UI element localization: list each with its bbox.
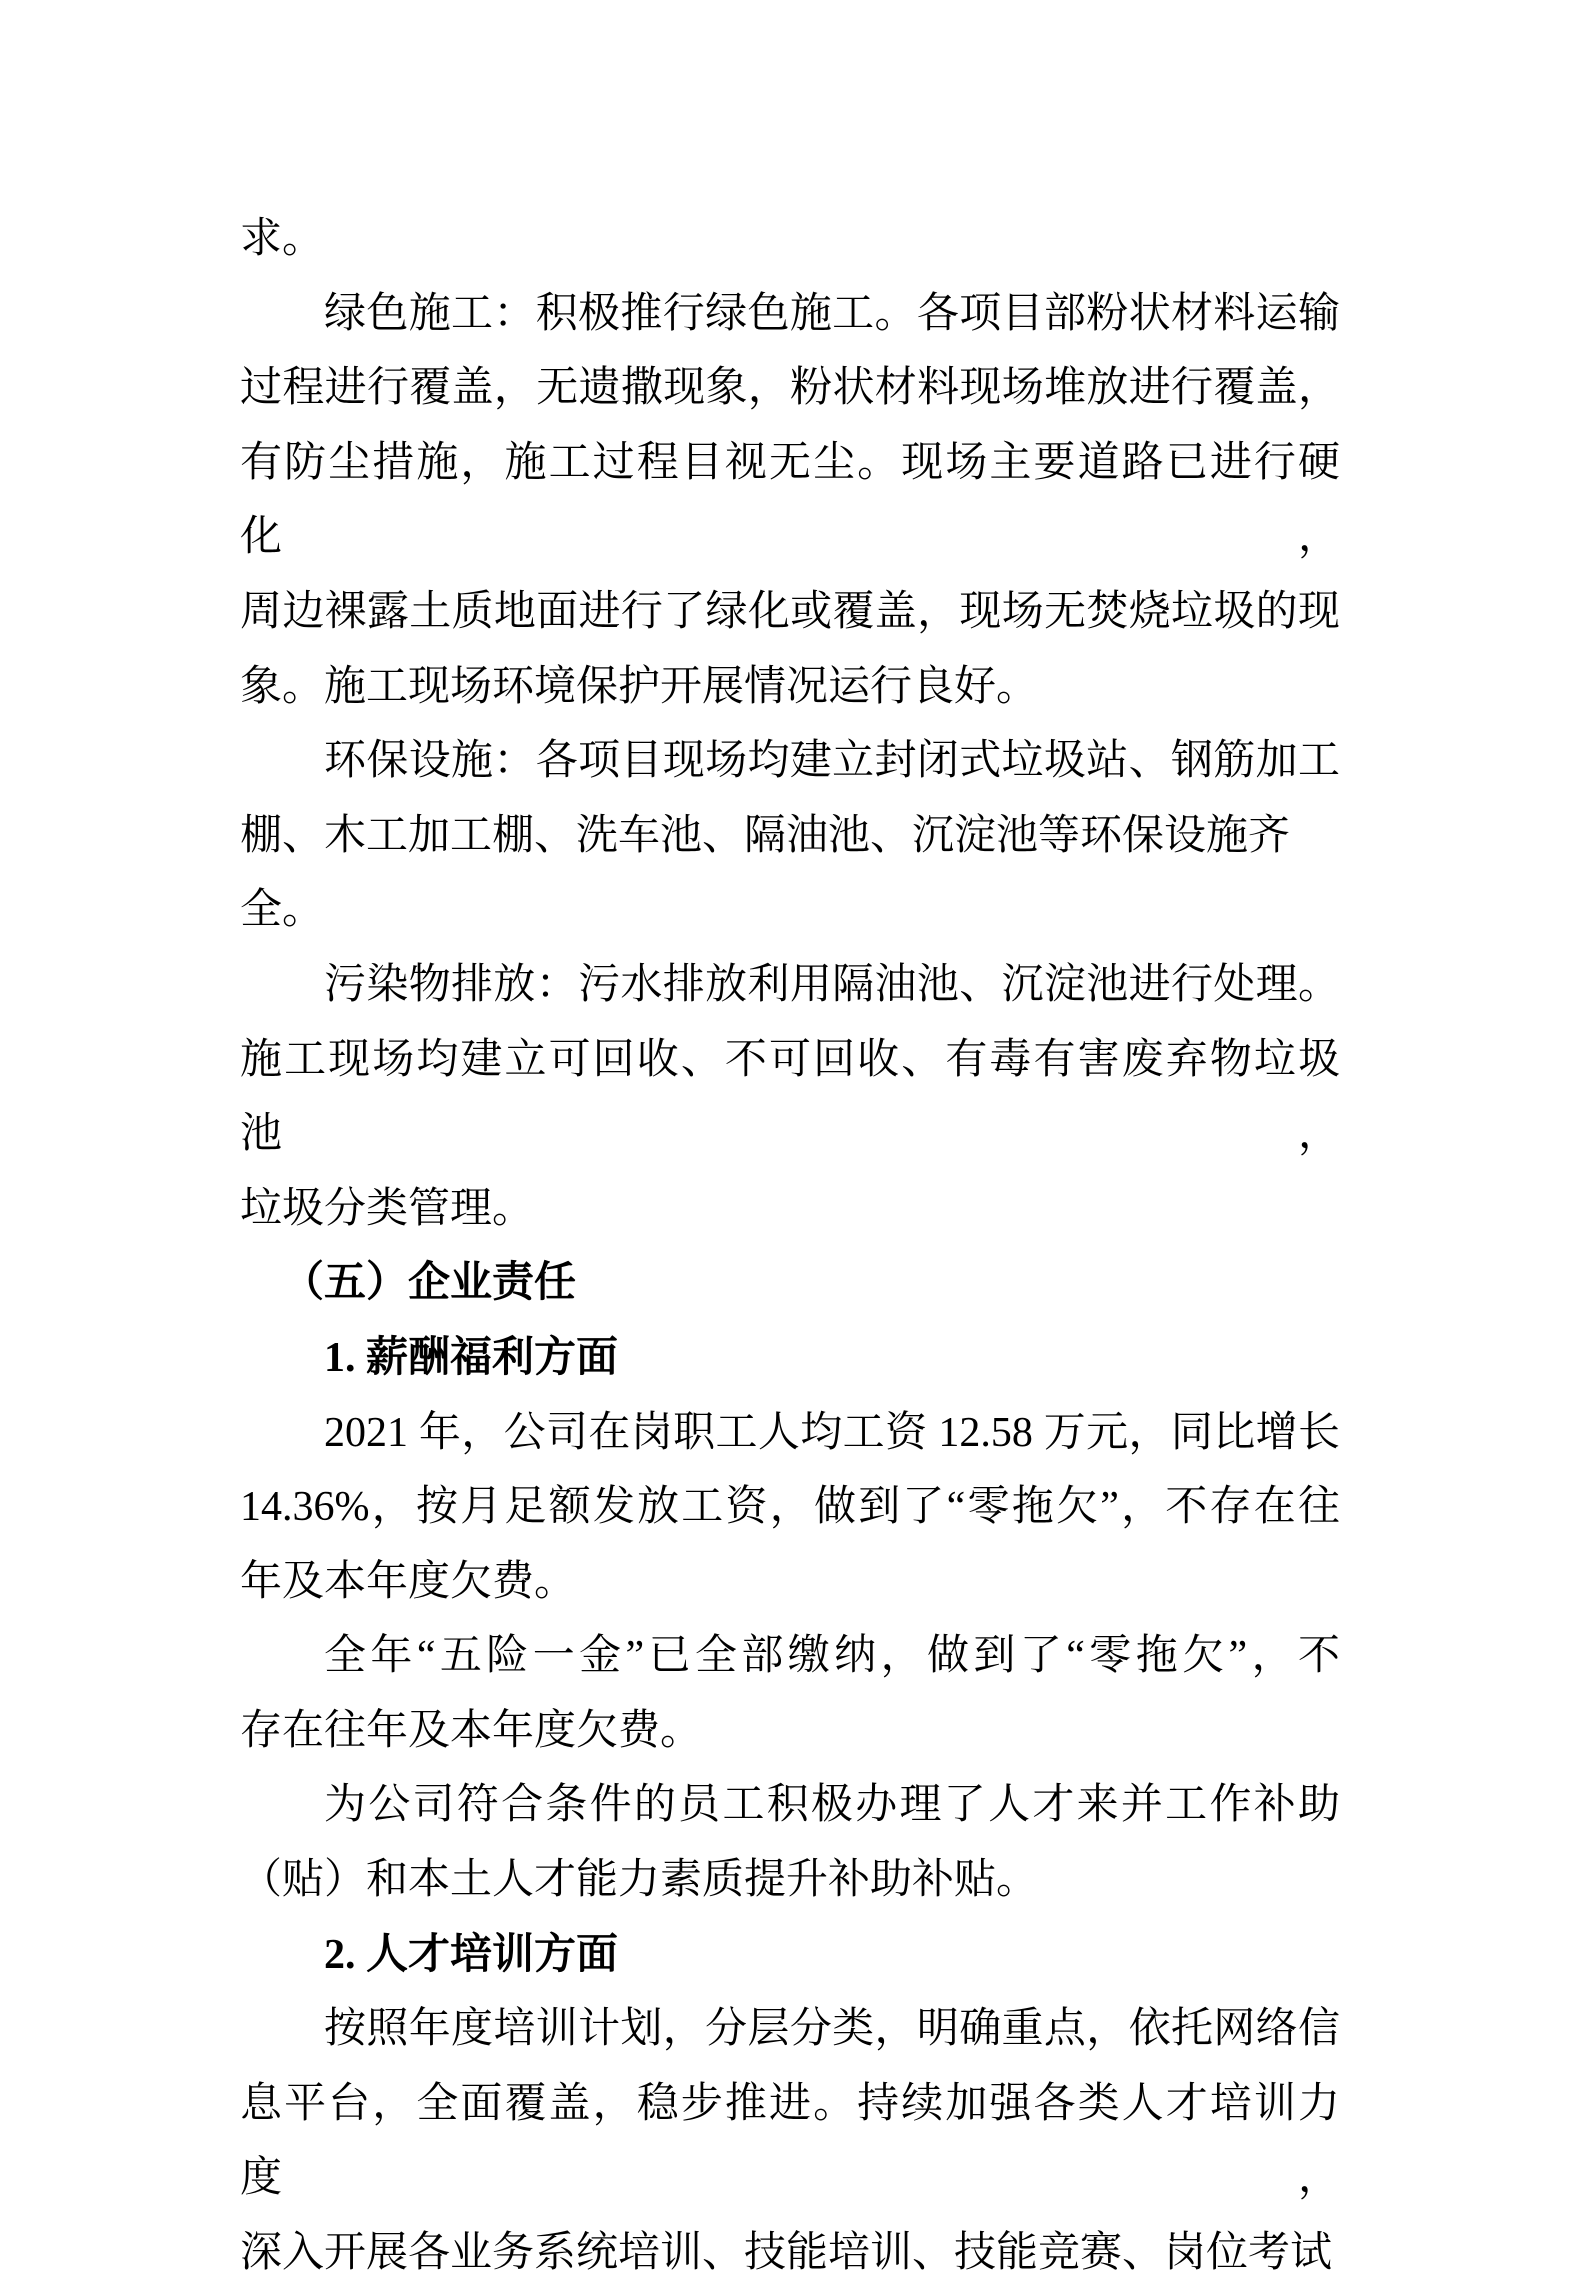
text-line: 过程进行覆盖，无遗撒现象，粉状材料现场堆放进行覆盖，: [240, 365, 1340, 412]
text-line: 存在往年及本年度欠费。: [240, 1707, 703, 1754]
text-line: 象。施工现场环境保护开展情况运行良好。: [240, 663, 1039, 710]
text-line: 施工现场均建立可回收、不可回收、有毒有害废弃物垃圾池，: [240, 1036, 1340, 1158]
text-line: 年及本年度欠费。: [240, 1558, 577, 1605]
text-line: （贴）和本土人才能力素质提升补助补贴。: [240, 1857, 1039, 1904]
text-line: 周边裸露土质地面进行了绿化或覆盖，现场无焚烧垃圾的现: [240, 588, 1340, 635]
text-line: 垃圾分类管理。: [240, 1185, 535, 1232]
document-body: [240, 202, 1340, 2291]
heading-sub-1-compensation-benefits: 1. 薪酬福利方面: [324, 1334, 619, 1381]
text-line: 深入开展各业务系统培训、技能培训、技能竞赛、岗位考试: [240, 2230, 1333, 2277]
text-line: 污染物排放：污水排放利用隔油池、沉淀池进行处理。: [324, 961, 1340, 1008]
heading-sub-2-talent-training: 2. 人才培训方面: [324, 1931, 619, 1978]
text-line: 为公司符合条件的员工积极办理了人才来并工作补助: [324, 1782, 1340, 1829]
text-line: 2021 年，公司在岗职工人均工资 12.58 万元，同比增长: [324, 1409, 1340, 1456]
text-line: 绿色施工：积极推行绿色施工。各项目部粉状材料运输: [324, 290, 1340, 337]
text-line: 全年“五险一金”已全部缴纳，做到了“零拖欠”，不: [324, 1633, 1340, 1680]
text-line: 14.36%，按月足额发放工资，做到了“零拖欠”，不存在往: [240, 1484, 1340, 1531]
heading-section-5-corporate-responsibility: （五）企业责任: [282, 1260, 577, 1307]
text-line: 环保设施：各项目现场均建立封闭式垃圾站、钢筋加工: [324, 738, 1340, 785]
text-line: 息平台，全面覆盖，稳步推进。持续加强各类人才培训力度，: [240, 2080, 1340, 2202]
text-line: 棚、木工加工棚、洗车池、隔油池、沉淀池等环保设施齐全。: [240, 812, 1291, 934]
text-line: 有防尘措施，施工过程目视无尘。现场主要道路已进行硬化，: [240, 439, 1340, 561]
text-line: 按照年度培训计划，分层分类，明确重点，依托网络信: [324, 2006, 1340, 2053]
text-line: 求。: [240, 216, 325, 262]
